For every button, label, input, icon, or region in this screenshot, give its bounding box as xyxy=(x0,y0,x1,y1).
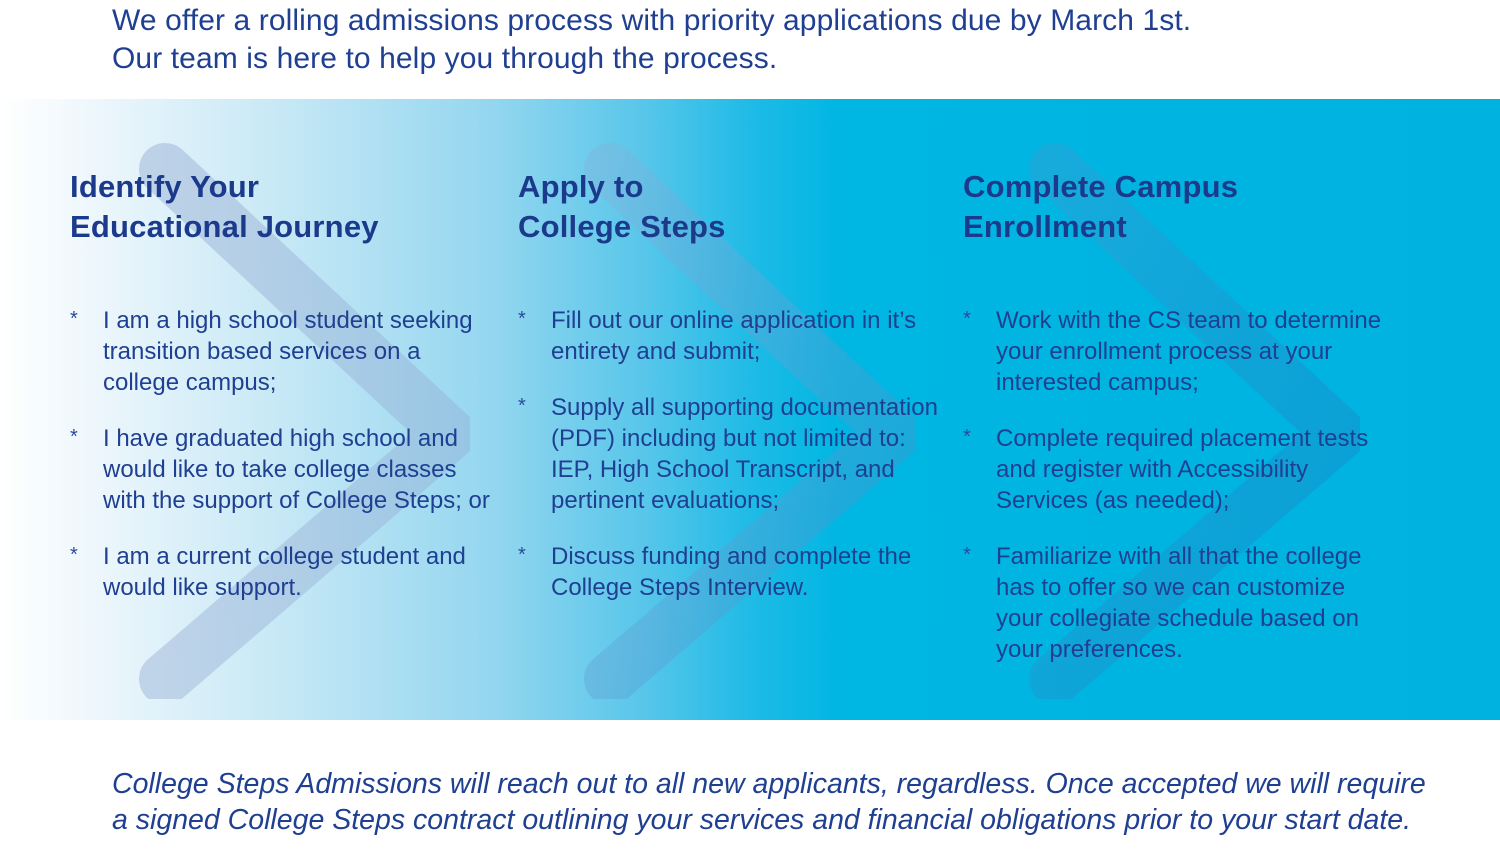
steps-band xyxy=(0,99,1500,720)
list-item-text: Fill out our online application in it’s entirety and submit; xyxy=(551,307,917,365)
step-title-line-2: College Steps xyxy=(518,209,726,244)
intro-line-1: We offer a rolling admissions process with priority applications due by March 1st. xyxy=(112,4,1192,37)
list-item-text: Complete required placement tests and register with Accessibility Services (as needed); xyxy=(996,425,1369,514)
list-item-text: Discuss funding and complete the College Steps Interview. xyxy=(551,543,912,601)
list-item xyxy=(518,305,948,367)
list-item xyxy=(70,541,500,603)
bullet-asterisk-icon: * xyxy=(518,308,526,330)
step-title-line-1: Identify Your xyxy=(70,169,260,204)
step-identify-journey xyxy=(70,167,500,628)
list-item-text: Work with the CS team to determine your enrollment process at your interested campus; xyxy=(996,307,1382,396)
bullet-asterisk-icon: * xyxy=(518,544,526,566)
step-title xyxy=(518,167,948,247)
list-item-text: I am a current college student and would like support. xyxy=(103,543,466,601)
list-item-text: Familiarize with all that the college has to offer so we can customize your collegiate schedule based on your preferences. xyxy=(996,543,1362,663)
step-title xyxy=(70,167,500,247)
list-item xyxy=(70,305,500,398)
step-title-line-2: Enrollment xyxy=(963,209,1127,244)
bullet-asterisk-icon: * xyxy=(963,426,971,448)
list-item-text: I am a high school student seeking transition based services on a college campus; xyxy=(103,307,473,396)
list-item xyxy=(518,392,948,516)
bullet-asterisk-icon: * xyxy=(518,395,526,417)
bullet-asterisk-icon: * xyxy=(963,544,971,566)
step-title-line-2: Educational Journey xyxy=(70,209,379,244)
list-item xyxy=(70,423,500,516)
bullet-asterisk-icon: * xyxy=(70,544,78,566)
list-item xyxy=(963,541,1393,665)
step-title-line-1: Apply to xyxy=(518,169,644,204)
step-apply xyxy=(518,167,948,628)
list-item xyxy=(963,305,1393,398)
step-title-line-1: Complete Campus xyxy=(963,169,1239,204)
bullet-asterisk-icon: * xyxy=(963,308,971,330)
list-item xyxy=(963,423,1393,516)
step-bullet-list xyxy=(70,305,500,603)
footer-note xyxy=(112,766,1442,838)
step-bullet-list xyxy=(963,305,1393,665)
step-campus-enrollment xyxy=(963,167,1393,690)
intro-line-2: Our team is here to help you through the process. xyxy=(112,42,778,75)
intro-text xyxy=(112,2,1412,78)
bullet-asterisk-icon: * xyxy=(70,308,78,330)
list-item-text: I have graduated high school and would like to take college classes with the support of College Steps; or xyxy=(103,425,490,514)
list-item xyxy=(518,541,948,603)
footer-line-2: a signed College Steps contract outlining your services and financial obligations prior to your start date. xyxy=(112,804,1412,836)
list-item-text: Supply all supporting documentation (PDF) including but not limited to: IEP, High School Transcript, and pertinent evaluations; xyxy=(551,394,938,514)
bullet-asterisk-icon: * xyxy=(70,426,78,448)
footer-line-1: College Steps Admissions will reach out to all new applicants, regardless. Once accepted we will require xyxy=(112,768,1426,800)
step-title xyxy=(963,167,1393,247)
step-bullet-list xyxy=(518,305,948,603)
